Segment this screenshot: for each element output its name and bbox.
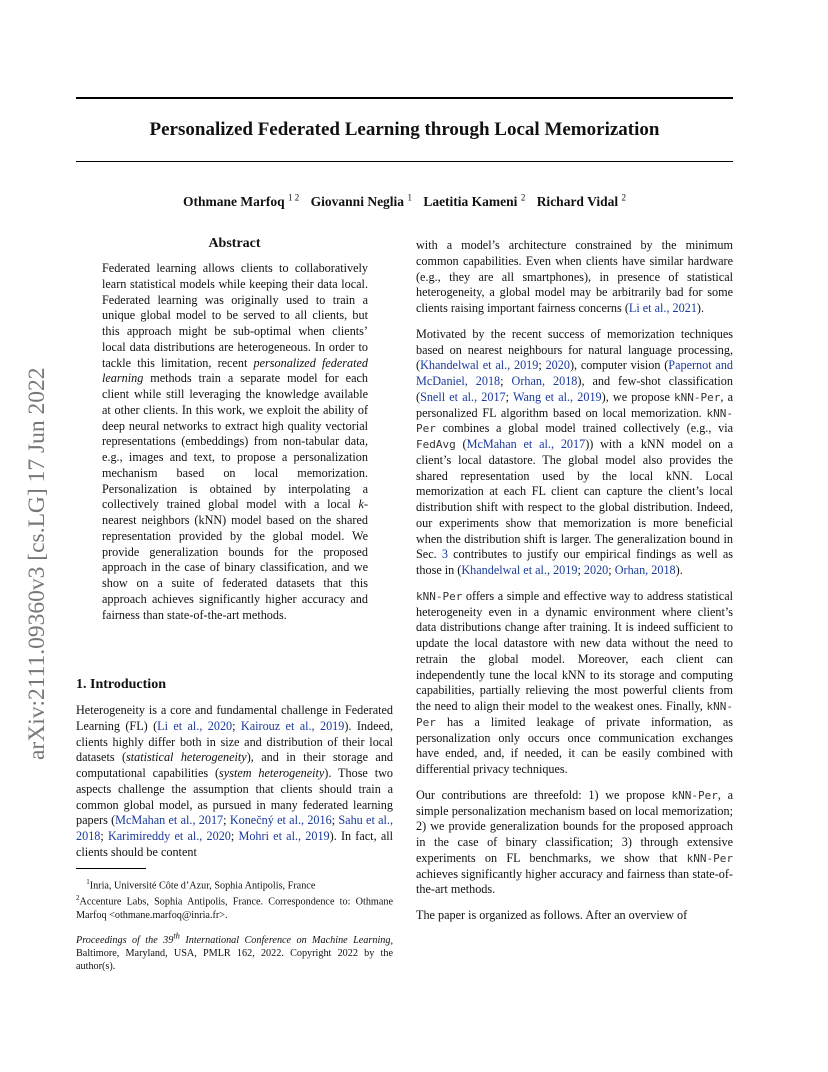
- citation-link[interactable]: Konečný et al., 2016: [229, 813, 332, 828]
- citation-link[interactable]: Orhan, 2018: [511, 374, 578, 388]
- citation-link[interactable]: Khandelwal et al., 2019: [420, 358, 539, 373]
- section-heading-introduction: 1. Introduction: [76, 677, 166, 692]
- author: Giovanni Neglia $^1$: [310, 192, 412, 209]
- author-list: [76, 192, 733, 210]
- citation-link[interactable]: Karimireddy et al., 2020: [107, 829, 231, 843]
- abstract-heading: Abstract: [208, 236, 261, 251]
- proceedings-note: Proceedings of the 39th International Conference on Machine Learning, Baltimore, Maryland, USA, PMLR 162, 2022. Copyright 2022 by the author(s).: [76, 931, 394, 973]
- paragraph: Motivated by the recent success of memorization techniques based on nearest neighbours for natural language processing, (Khandelwal et al., 2019; 2020), computer vision (Papernot and McDaniel, 2018; Orhan, 2018), and few-shot classification (Snell et al., 2017; Wang et al., 2019), we propose kNN-Per, a personalized FL algorithm based on local memorization. kNN-Per combines a global model trained collectively (e.g., via FedAvg (McMahan et al., 2017)) with a kNN model on a client’s local datastore. The global model also provides the shared representation used by the local kNN. Local memorization at each FL client can capture the client’s local distribution shift with respect to the global distribution. Indeed, our experiments show that memorization is more beneficial when the distribution shift is larger. The generalization bound in Sec. 3 contributes to justify our empirical findings as well as those in (Khandelwal et al., 2019; 2020; Orhan, 2018).: [416, 326, 734, 577]
- method-name: kNN-Per: [686, 851, 733, 865]
- method-name: kNN-Per: [416, 406, 733, 436]
- paragraph: The paper is organized as follows. After an overview of: [416, 908, 688, 922]
- author: Richard Vidal $^2$: [536, 192, 626, 209]
- paragraph: kNN-Per offers a simple and effective way to address statistical heterogeneity even in a dynamic environment where client’s data distributions change after training. It is indeed sufficient to update the local datastore with new data without the need to retrain the global model. Moreover, each client can independently tune the local kNN to its storage and computing capabilities, partially relieving the most powerful clients from the need to align their model to the weakest ones. Finally, kNN-Per has a limited leakage of private information, as personalization only occurs once communication exchanges have ended, and, if needed, it can be easily combined with differential privacy techniques.: [416, 588, 733, 776]
- intro-paragraph: Heterogeneity is a core and fundamental challenge in Federated Learning (FL) (Li et al., 2020; Kairouz et al., 2019). Indeed, clients highly differ both in size and distribution of their local datasets (statistical heterogeneity), and in their storage and computational capabilities (system heterogeneity). Those two aspects challenge the assumption that clients should train a common global model, as pursued in many federated learning papers (McMahan et al., 2017; Konečný et al., 2016; Sahu et al., 2018; Karimireddy et al., 2020; Mohri et al., 2019). In fact, all clients should be content: [76, 703, 394, 859]
- method-name: FedAvg: [416, 438, 456, 451]
- citation-link[interactable]: McMahan et al., 2017: [115, 813, 224, 828]
- citation-link[interactable]: 2020: [545, 358, 570, 373]
- title-rule-bottom: [76, 161, 733, 162]
- footnote-separator: [76, 868, 146, 869]
- citation-link[interactable]: Kairouz et al., 2019: [240, 718, 345, 733]
- citation-link[interactable]: Wang et al., 2019: [512, 389, 602, 404]
- author: Othmane Marfoq $^{1 2}$: [183, 192, 300, 209]
- right-column: [416, 238, 733, 934]
- arxiv-id: arXiv:2111.09360v3 [cs.LG] 17 Jun 2022: [24, 367, 50, 760]
- citation-link[interactable]: Papernot and McDaniel, 2018: [416, 358, 734, 388]
- citation-link[interactable]: Li et al., 2021: [628, 301, 697, 315]
- title-rule-top: [76, 97, 733, 99]
- abstract-text: Federated learning allows clients to collaboratively learn statistical models while keeping their data local. Federated learning was originally used to train a unique global model to be served to all clients, but this approach might be sub-optimal when clients’ local data distributions are heterogeneous. In order to tackle this limitation, recent personalized federated learning methods train a separate model for each client while still leveraging the knowledge available at other clients. In this work, we exploit the ability of deep neural networks to extract high quality vectorial representations (embeddings) from non-tabular data, e.g., images and text, to propose a personalization mechanism based on local memorization. Personalization is obtained by interpolating a collectively trained global model with a local k-nearest neighbors (kNN) model based on the shared representation provided by the global model. We provide generalization bounds for the proposed approach in the case of binary classification, and we show on a suite of federated datasets that this approach achieves significantly higher accuracy and fairness than state-of-the-art methods.: [102, 261, 368, 622]
- method-name: kNN-Per: [674, 390, 721, 404]
- citation-link[interactable]: 2020: [583, 563, 609, 577]
- citation-link[interactable]: Orhan, 2018: [614, 563, 676, 577]
- method-name: kNN-Per: [671, 788, 718, 802]
- method-name: kNN-Per: [416, 700, 733, 729]
- author: Laetitia Kameni $^2$: [423, 192, 526, 209]
- method-name: kNN-Per: [416, 589, 463, 603]
- citation-link[interactable]: Sahu et al., 2018: [76, 813, 393, 843]
- paper-title: Personalized Federated Learning through Local Memorization: [149, 119, 660, 140]
- paragraph: Our contributions are threefold: 1) we propose kNN-Per, a simple personalization mechanism based on local memorization; 2) we provide generalization bounds for the proposed approach in the case of binary classification; 3) through extensive experiments on FL benchmarks, we show that kNN-Per achieves significantly higher accuracy and fairness than state-of-the-art methods.: [416, 787, 733, 897]
- affiliation-footnote: $^1$Inria, Université Côte d’Azur, Sophia Antipolis, France $^2$Accenture Labs, Sophia Antipolis, France. Correspondence to: Othmane Marfoq <othmane.marfoq@inria.fr>.: [76, 878, 393, 921]
- section-link[interactable]: 3: [441, 547, 448, 562]
- citation-link[interactable]: Snell et al., 2017: [420, 389, 506, 404]
- citation-link[interactable]: Li et al., 2020: [157, 718, 233, 733]
- citation-link[interactable]: Mohri et al., 2019: [238, 829, 330, 843]
- paragraph: with a model’s architecture constrained by the minimum common capabilities. Even when clients have similar hardware (e.g., they are all smartphones), in presence of statistical heterogeneity, a global model may be arbitrarily bad for some clients raising important fairness concerns (Li et al., 2021).: [416, 238, 733, 315]
- citation-link[interactable]: McMahan et al., 2017: [466, 437, 586, 451]
- citation-link[interactable]: Khandelwal et al., 2019: [461, 563, 578, 577]
- arxiv-watermark: [18, 290, 58, 760]
